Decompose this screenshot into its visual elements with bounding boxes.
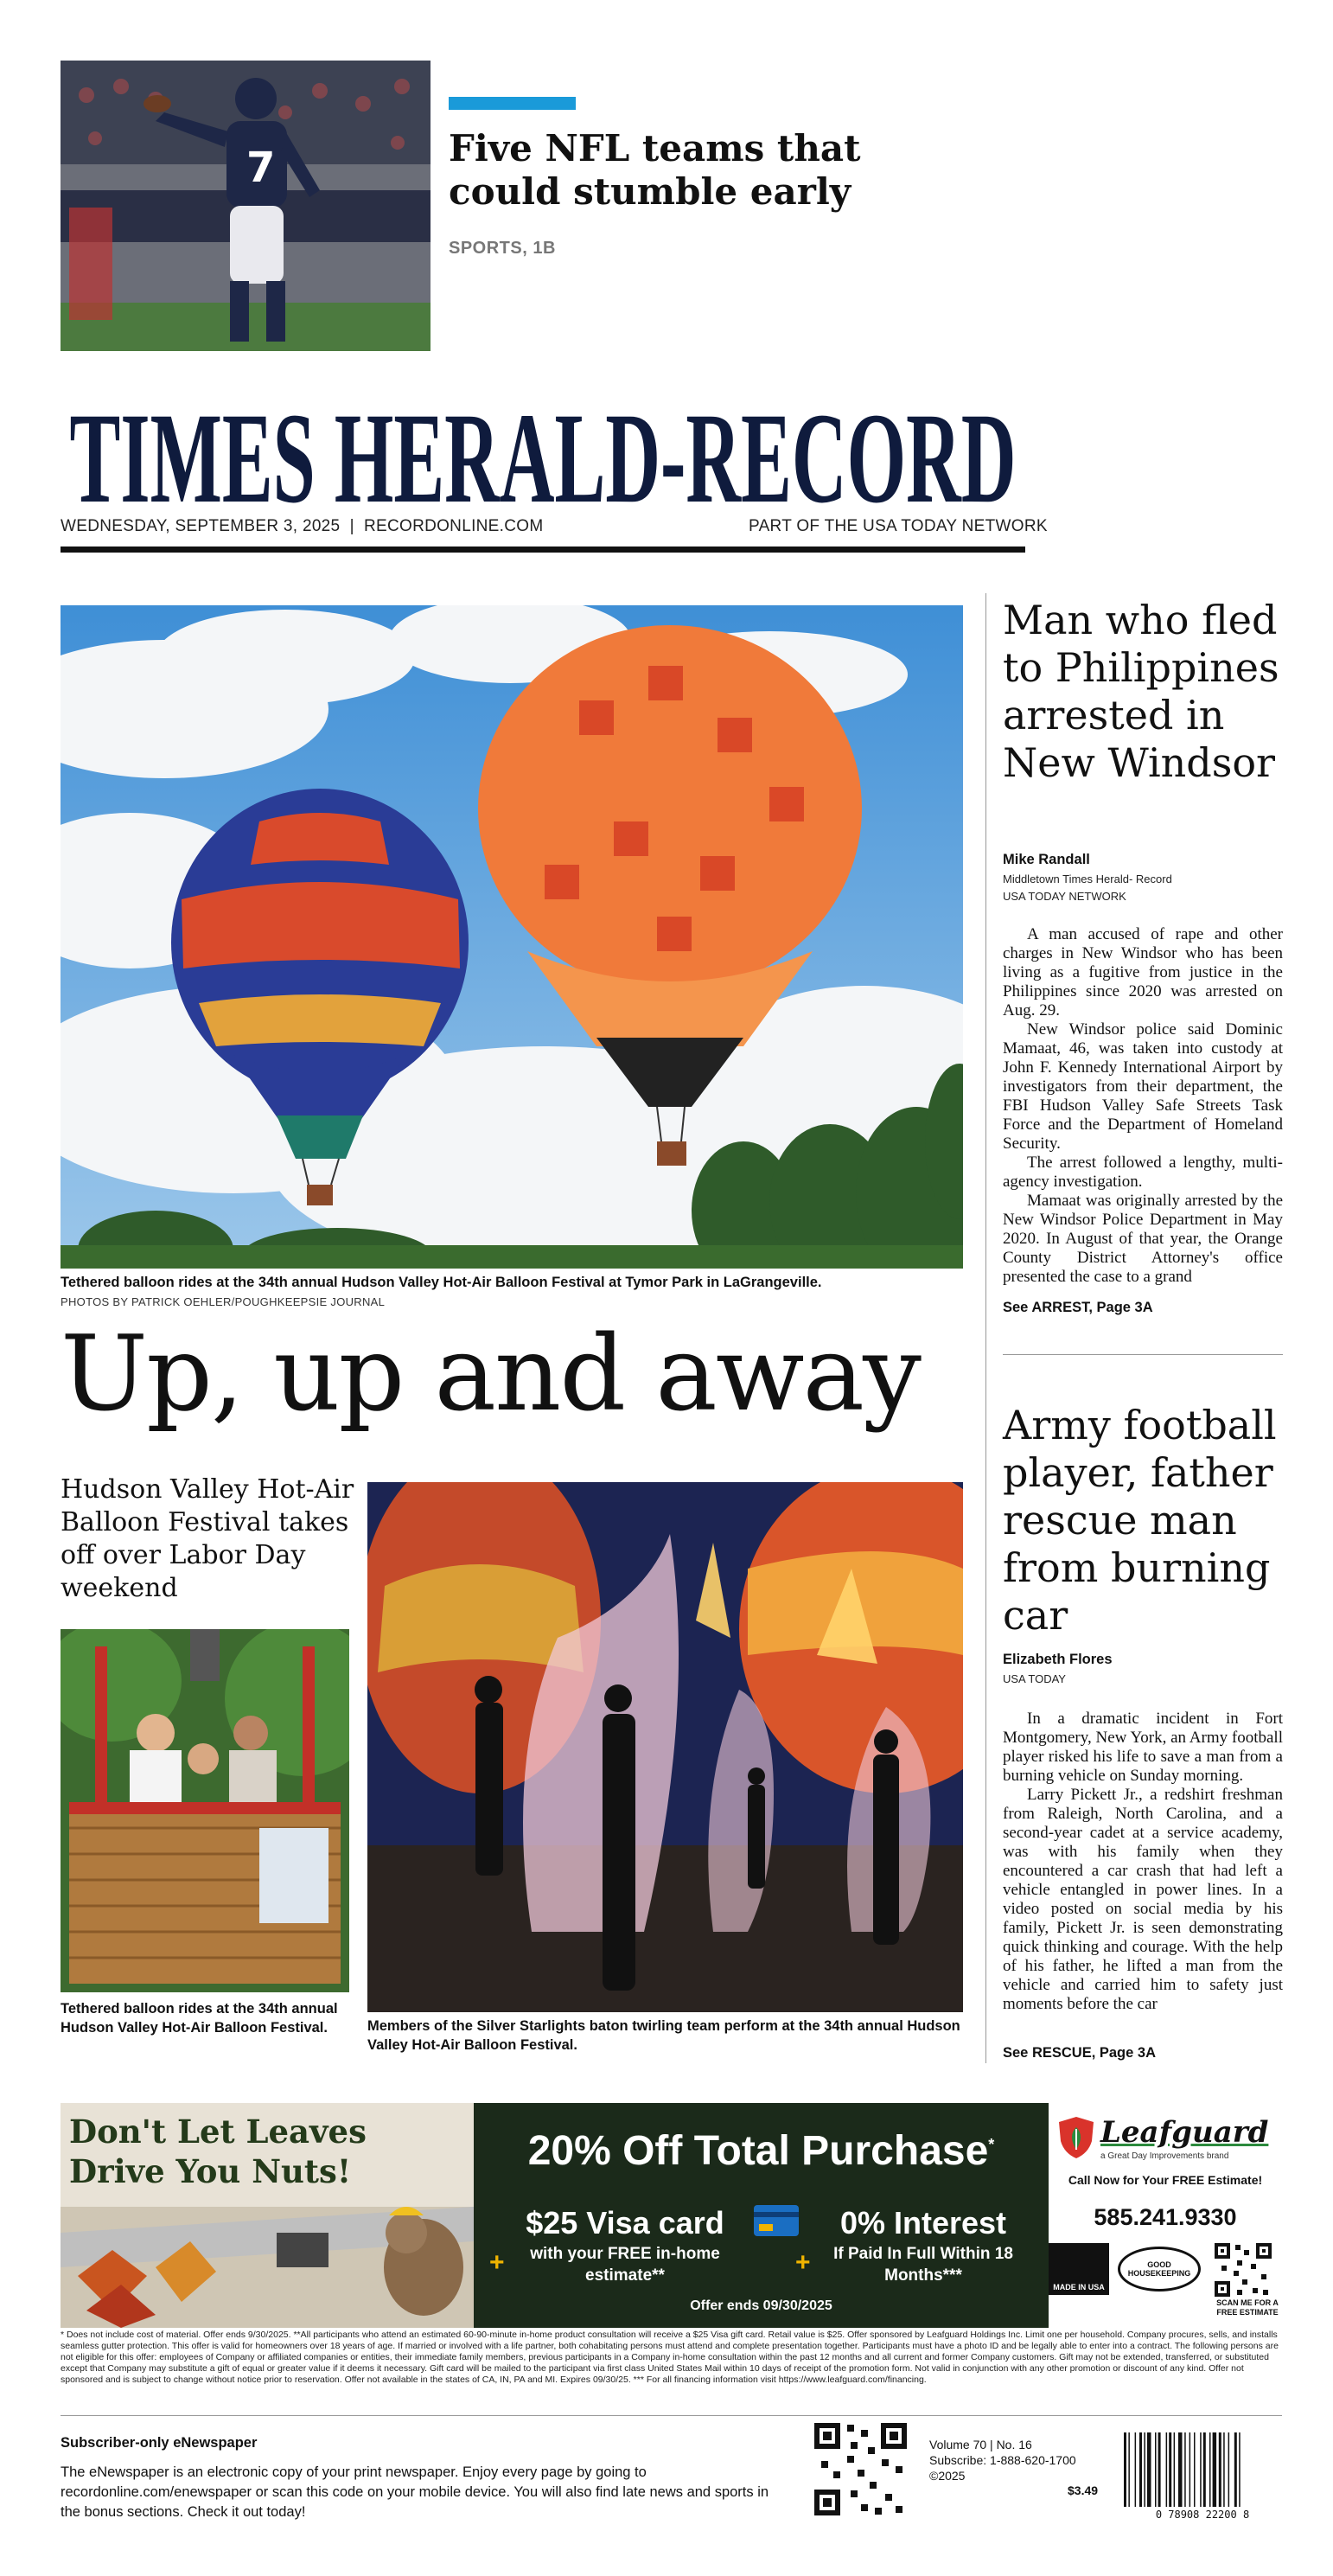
story1-body — [1003, 925, 1283, 1285]
main-deck[interactable]: Hudson Valley Hot-Air Balloon Festival takes off over Labor Day weekend — [61, 1474, 354, 1603]
ad-offer-headline — [474, 2127, 1049, 2175]
cover-price: $3.49 — [1068, 2483, 1099, 2497]
ad-left-panel — [61, 2103, 474, 2328]
teaser-section-ref[interactable]: SPORTS, 1B — [449, 239, 556, 258]
column-divider — [985, 593, 986, 2063]
ad-phone-number[interactable]: 585.241.9330 — [1094, 2204, 1237, 2230]
story2-paragraph: Larry Pickett Jr., a redshirt freshman from Raleigh, North Carolina, and a second-year cadet at a service academy, was with his family when they encountered a car crash that had left a vehicle entangled in power lines. In a video posted on social media by his family, Pickett Jr. is seen demonstrating quick thinking and courage. With the help of his father, he lifted a man from the vehicle and carried him to safety just moments before the car — [1003, 1786, 1283, 2013]
ad-qr-code[interactable] — [1213, 2241, 1273, 2298]
story1-paragraph: The arrest followed a lengthy, multi-agency investigation. — [1003, 1154, 1283, 1191]
starlights-photo-caption: Members of the Silver Starlights baton twirling team perform at the 34th annual Hudson Valley Hot-Air Balloon Festival. — [367, 2018, 960, 2053]
footer-rule — [61, 2415, 1282, 2416]
story1-affiliation-line2: USA TODAY NETWORK — [1003, 890, 1126, 903]
story2-paragraph: In a dramatic incident in Fort Montgomery, New York, an Army football player risked his life to save a man from a burning vehicle on Sunday morning. — [1003, 1710, 1283, 1785]
network-tagline: PART OF THE USA TODAY NETWORK — [749, 517, 1048, 535]
main-photo-credit: PHOTOS BY PATRICK OEHLER/POUGHKEEPSIE JOURNAL — [61, 1295, 386, 1308]
enewspaper-text: The eNewspaper is an electronic copy of your print newspaper. Enjoy every page by going to recordonline.com/enewspaper or scan this code on your mobile device. You will also find late news and sports in the bonus sections. Check it out today! — [61, 2464, 769, 2520]
teaser-headline[interactable]: Five NFL teams that could stumble early — [449, 127, 861, 213]
upc-barcode — [1120, 2431, 1285, 2522]
story1-paragraph: New Windsor police said Dominic Mamaat, 46, was taken into custody at John F. Kennedy International Airport by investigators from their department, the FBI Hudson Valley Safe Streets Task Force and the Department of Homeland Security. — [1003, 1020, 1283, 1153]
ad-interest-sub: If Paid In Full Within 18 Months*** — [833, 2245, 1013, 2285]
story1-paragraph: A man accused of rape and other charges in New Windsor who has been living as a fugitive from justice in the Philippines since 2020 was arrested on Aug. 29. — [1003, 925, 1283, 1020]
ad-left-title: Don't Let Leaves Drive You Nuts! — [69, 2113, 367, 2190]
ad-call-prompt: Call Now for Your FREE Estimate! — [1068, 2173, 1263, 2187]
subscribe-info: Subscribe: 1-888-620-1700 — [929, 2453, 1076, 2467]
good-housekeeping-seal — [1118, 2247, 1201, 2292]
basket-photo[interactable] — [61, 1629, 349, 1992]
story2-affiliation: USA TODAY — [1003, 1672, 1066, 1685]
story2-body — [1003, 1710, 1283, 2031]
plus-icon: + — [795, 2248, 811, 2277]
ad-brand-panel[interactable] — [1049, 2103, 1282, 2328]
story2-byline: Elizabeth Flores — [1003, 1652, 1113, 1667]
made-in-usa-badge — [1049, 2243, 1109, 2295]
ad-visa-headline: $25 Visa card — [526, 2205, 724, 2240]
basket-photo-caption: Tethered balloon rides at the 34th annual Hudson Valley Hot-Air Balloon Festival. — [61, 2001, 338, 2036]
main-photo-caption: Tethered balloon rides at the 34th annual Hudson Valley Hot-Air Balloon Festival at Tymor Park in LaGrangeville. — [61, 1275, 822, 1290]
teaser-photo[interactable] — [61, 61, 431, 351]
barcode-digits: 0 78908 22200 8 — [1155, 2509, 1250, 2521]
leafguard-shield-icon — [1057, 2115, 1095, 2160]
ad-scan-label: SCAN ME FOR A FREE ESTIMATE — [1216, 2298, 1279, 2317]
credit-card-icon — [752, 2203, 800, 2238]
masthead-logo[interactable] — [67, 396, 1018, 517]
main-headline[interactable]: Up, up and away — [61, 1314, 920, 1435]
ad-brand-tagline: a Great Day Improvements brand — [1100, 2151, 1229, 2161]
ad-offer-mark: * — [988, 2136, 995, 2153]
story1-jump-link[interactable]: See ARREST, Page 3A — [1003, 1300, 1153, 1315]
story1-affiliation-line1: Middletown Times Herald- Record — [1003, 873, 1172, 885]
story1-paragraph: Mamaat was originally arrested by the New Windsor Police Department in May 2020. In August of that year, the Orange County District Attorney's office presented the case to a grand — [1003, 1192, 1283, 1285]
plus-icon: + — [489, 2248, 505, 2277]
masthead-title: TIMES HERALD-RECORD — [69, 396, 1017, 517]
ad-interest-headline: 0% Interest — [839, 2205, 1007, 2240]
story2-jump-link[interactable]: See RESCUE, Page 3A — [1003, 2045, 1156, 2061]
jersey-number: 7 — [246, 144, 276, 192]
story1-affiliation — [1003, 871, 1172, 905]
made-in-usa-label: MADE IN USA — [1053, 2283, 1105, 2292]
teaser-accent-bar — [449, 97, 576, 110]
main-photo-balloons[interactable] — [61, 605, 963, 1269]
starlights-photo[interactable] — [367, 1482, 963, 2012]
masthead-rule — [61, 547, 1025, 553]
ad-fine-print: * Does not include cost of material. Offer ends 9/30/2025. **All participants who attend an estimated 60-90-minute in-home product consultation will receive a $25 Visa gift card. Retail value is $25. Offer sponsored by Leafguard Holdings Inc. Limit one per household. Company procures, sells, and installs seamless gutter protection. This offer is valid for homeowners over 18 years of age. If married or involved with a life partner, both cohabitating persons must attend and complete presentation together. Participants must have a photo ID and be legally able to enter into a contract. The following persons are not eligible for this offer: employees of Company or affiliated companies or entities, their immediate family members, previous participants in a Company in-home consultation within the past 12 months and all current and former Company customers. Gift may not be extended, transferred, or substituted except that Company may substitute a gift of equal or greater value if it deems it necessary. Gift card will be mailed to the participant via first class United States Mail within 10 days of receipt of the promotion form. Not valid in conjunction with any other promotion or discount of any kind. Offer not sponsored and is subject to change without notice prior to reservation. Offer not available in the states of CA, IN, PA and MI. Expires 09/30/25. *** For all financing information visit https://www.leafguard.com/financing. — [61, 2330, 1279, 2385]
story1-byline: Mike Randall — [1003, 852, 1090, 867]
leafguard-ad[interactable] — [61, 2103, 1282, 2328]
dateline: WEDNESDAY, SEPTEMBER 3, 2025 | RECORDONLINE.COM — [61, 517, 544, 535]
ad-offer-text: 20% Off Total Purchase — [527, 2128, 989, 2174]
volume-info: Volume 70 | No. 16 — [929, 2438, 1032, 2451]
ad-expiration: Offer ends 09/30/2025 — [690, 2298, 832, 2313]
footer-meta — [929, 2437, 1076, 2483]
story2-headline[interactable]: Army football player, father rescue man from burning car — [1003, 1402, 1277, 1639]
copyright: ©2025 — [929, 2469, 966, 2483]
enewspaper-qr-code[interactable] — [813, 2421, 909, 2517]
ad-brand-logo: Leafguard — [1100, 2115, 1269, 2150]
story-divider — [1003, 1354, 1283, 1355]
ad-offer-panel[interactable] — [474, 2103, 1049, 2328]
ad-visa-sub: with your FREE in-home estimate** — [530, 2245, 720, 2285]
enewspaper-title: Subscriber-only eNewspaper — [61, 2435, 258, 2451]
good-housekeeping-label: GOOD HOUSEKEEPING — [1127, 2260, 1191, 2278]
story1-headline[interactable]: Man who fled to Philippines arrested in New Windsor — [1003, 597, 1279, 786]
